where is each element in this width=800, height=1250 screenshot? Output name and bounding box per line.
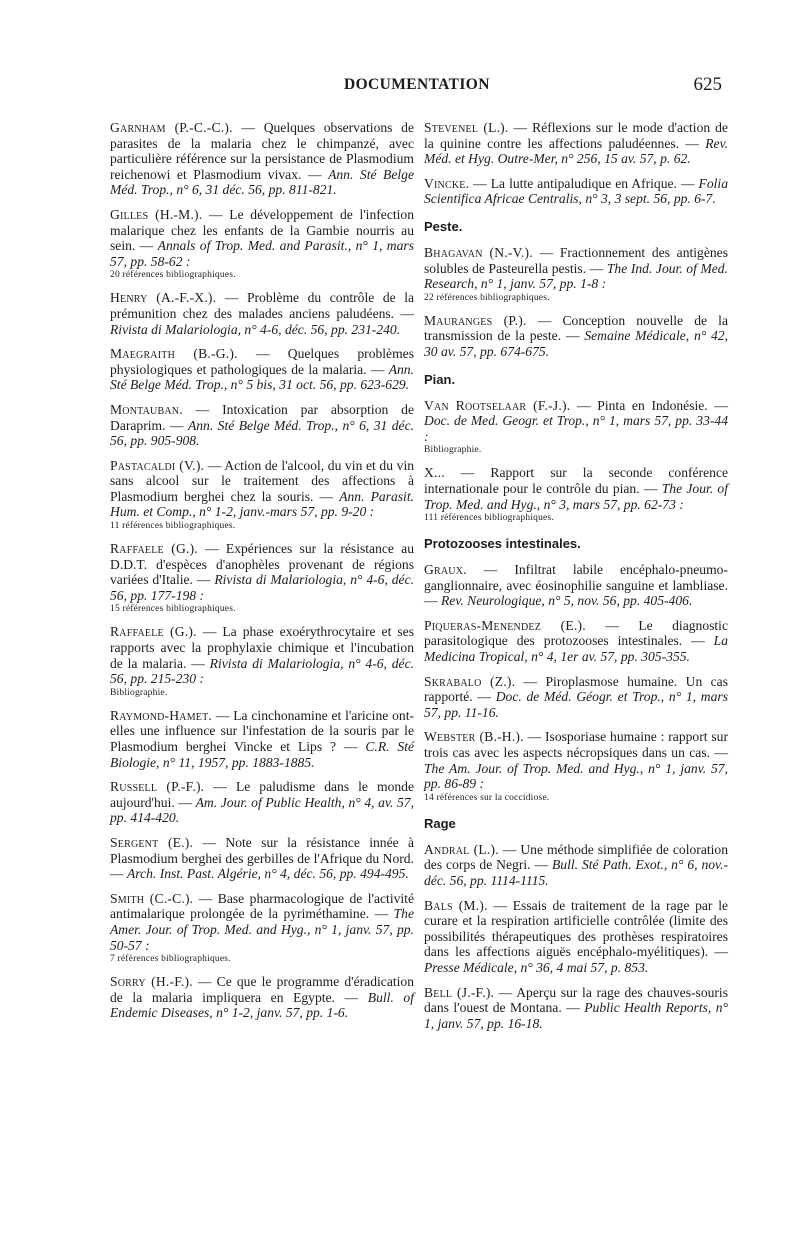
- entry-references-note: 11 références bibliographiques.: [110, 521, 236, 532]
- bibliography-entry: Mauranges (P.). — Conception nouvelle de la transmission de la peste. — Semaine Médicale, n° 42, 30 av. 57, pp. 674-675.: [424, 312, 728, 359]
- entry-references-note: Bibliographie.: [424, 445, 482, 456]
- entry-source: Public Health Reports, n° 1, janv. 57, pp. 16-18.: [424, 1000, 728, 1031]
- bibliography-entry: Raymond-Hamet. — La cinchonamine et l'aricine ont-elles une influence sur l'infestation de la souris par le Plasmodium berghei Vincke et Lips ? — C.R. Sté Biologie, n° 11, 1957, pp. 1883-1885.: [110, 707, 414, 770]
- entry-author: Sergent (E.).: [110, 834, 194, 850]
- bibliography-entry: Andral (L.). — Une méthode simplifiée de coloration des corps de Negri. — Bull. Sté Path. Exot., n° 6, nov.-déc. 56, pp. 1114-1115.: [424, 841, 729, 888]
- bibliography-entry: Raffaele (G.). — La phase exoérythrocytaire et ses rapports avec la prophylaxie chimique et l'incubation de la malaria. — Rivista di Malariologia, n° 4-6, déc. 56, pp. 215-230 : Bibliographie.: [110, 624, 414, 698]
- entry-source: Ann. Sté Belge Méd. Trop., n° 6, 31 déc. 56, pp. 905-908.: [110, 417, 415, 449]
- entry-author: Maegraith (B.-G.).: [110, 346, 238, 362]
- entry-author: Raffaele (G.).: [110, 541, 198, 557]
- entry-source: Arch. Inst. Past. Algérie, n° 4, déc. 56, pp. 494-495.: [127, 866, 409, 882]
- entry-source: La Medicina Tropical, n° 4, 1er av. 57, pp. 305-355.: [424, 633, 729, 665]
- entry-author: Mauranges (P.).: [424, 312, 527, 328]
- entry-author: Skrabalo (Z.).: [424, 673, 516, 689]
- entry-author: Bell (J.-F.).: [424, 984, 495, 1000]
- entry-references-note: 15 références bibliographiques.: [110, 604, 236, 615]
- bibliography-entry: Bals (M.). — Essais de traitement de la rage par le curare et la respiration artificielle contrôlée (limite des possibilités thérapeutiques des prothèses respiratoires dans les affections aiguës encéphalo-myélitiques). — Presse Médicale, n° 36, 4 mai 57, p. 853.: [424, 897, 729, 975]
- entry-author: Bhagavan (N.-V.).: [424, 244, 533, 260]
- bibliography-entry: Bell (J.-F.). — Aperçu sur la rage des chauves-souris dans l'ouest de Montana. — Public Health Reports, n° 1, janv. 57, pp. 16-18.: [424, 984, 729, 1031]
- entry-source: Rivista di Malariologia, n° 4-6, déc. 56, pp. 231-240.: [110, 321, 401, 337]
- entry-references-note: 111 références bibliographiques.: [424, 513, 554, 524]
- entry-author: Andral (L.).: [424, 841, 499, 857]
- entry-source: C.R. Sté Biologie, n° 11, 1957, pp. 1883-1885.: [110, 739, 414, 770]
- bibliography-entry: Garnham (P.-C.-C.). — Quelques observations de parasites de la malaria chez le chimpanzé, avec particulière référence sur la persistance de Plasmodium reichenowi et Plasmodium vivax. — Ann. Sté Belge Méd. Trop., n° 6, 31 déc. 56, pp. 811-821.: [110, 120, 414, 198]
- entry-source: The Jour. of Trop. Med. and Hyg., n° 3, mars 57, pp. 62-73 :: [424, 480, 729, 512]
- entry-title: Isosporiase humaine : rapport sur trois cas avec les aspects nécropsiques dans un cas.: [424, 729, 728, 761]
- bibliography-entry: Maegraith (B.-G.). — Quelques problèmes physiologiques et pathologiques de la malaria. — Ann. Sté Belge Méd. Trop., n° 5 bis, 31 oct. 56, pp. 623-629.: [110, 346, 414, 393]
- entry-source: Presse Médicale, n° 36, 4 mai 57, p. 853.: [424, 959, 649, 975]
- section-heading: Peste.: [424, 218, 463, 234]
- entry-title: Une méthode simplifiée de coloration des corps de Negri.: [424, 841, 729, 873]
- entry-source: Ann. Sté Belge Méd. Trop., n° 6, 31 déc. 56, pp. 811-821.: [110, 166, 414, 198]
- entry-author: Webster (B.-H.).: [424, 729, 524, 745]
- bibliography-entry: Piqueras-Menendez (E.). — Le diagnostic parasitologique des protozooses intestinales. — La Medicina Tropical, n° 4, 1er av. 57, pp. 305-355.: [424, 617, 729, 665]
- entry-source: The Amer. Jour. of Trop. Med. and Hyg., n° 1, janv. 57, pp. 50-57 :: [110, 906, 415, 953]
- running-head: [344, 76, 722, 98]
- entry-title: La lutte antipaludique en Afrique.: [490, 175, 677, 191]
- entry-title: Action de l'alcool, du vin et du vin sans alcool sur le traitement des affections à Plasmodium berghei chez la souris.: [110, 457, 415, 504]
- entry-source: Rivista di Malariologia, n° 4-6, déc. 56, pp. 177-198 :: [110, 572, 414, 603]
- entry-references-note: Bibliographie.: [110, 687, 168, 698]
- bibliography-entry: Henry (A.-F.-X.). — Problème du contrôle de la prémunition chez des malades anciens paludéens. — Rivista di Malariologia, n° 4-6, déc. 56, pp. 231-240.: [110, 290, 415, 337]
- entry-title: Expériences sur la résistance au D.D.T. d'espèces d'anophèles provenant de régions variées d'Italie.: [110, 541, 414, 588]
- entry-title: Base pharmacologique de l'activité antimalarique prolongée de la pyriméthamine.: [110, 890, 414, 922]
- bibliography-entry: Pastacaldi (V.). — Action de l'alcool, du vin et du vin sans alcool sur le traitement des affections à Plasmodium berghei chez la souris. — Ann. Parasit. Hum. et Comp., n° 1-2, janv.-mars 57, pp. 9-20 : 11 références bibliographiques.: [110, 457, 415, 532]
- entry-title: Conception nouvelle de la transmission de la peste.: [424, 312, 728, 344]
- bibliography-entry: Graux. — Infiltrat labile encéphalo-pneumo-ganglionnaire, avec éosinophilie sanguine et lambliase. — Rev. Neurologique, n° 5, nov. 56, pp. 405-406.: [424, 562, 728, 609]
- entry-source: Rivista di Malariologia, n° 4-6, déc. 56, pp. 215-230 :: [110, 655, 414, 687]
- section-heading: Rage: [424, 815, 456, 831]
- entry-title: Problème du contrôle de la prémunition chez des malades anciens paludéens.: [110, 290, 415, 321]
- bibliography-entry: Sergent (E.). — Note sur la résistance innée à Plasmodium berghei des gerbilles de l'Afrique du Nord. — Arch. Inst. Past. Algérie, n° 4, déc. 56, pp. 494-495.: [110, 834, 415, 882]
- entry-title: Note sur la résistance innée à Plasmodium berghei des gerbilles de l'Afrique du Nord.: [110, 834, 415, 866]
- bibliography-entry: Gilles (H.-M.). — Le développement de l'infection malarique chez les enfants de la Gambie nourris au sein. — Annals of Trop. Med. and Parasit., n° 1, mars 57, pp. 58-62 : 20 références bibliographiques.: [110, 206, 414, 281]
- entry-title: Rapport sur la seconde conférence internationale pour le contrôle du pian.: [424, 465, 728, 496]
- bibliography-entry: Smith (C.-C.). — Base pharmacologique de l'activité antimalarique prolongée de la pyriméthamine. — The Amer. Jour. of Trop. Med. and Hyg., n° 1, janv. 57, pp. 50-57 : 7 références bibliographiques.: [110, 890, 415, 965]
- entry-source: Annals of Trop. Med. and Parasit., n° 1, mars 57, pp. 58-62 :: [110, 238, 414, 269]
- left-column: [110, 120, 414, 1030]
- entry-title: Intoxication par absorption de Daraprim.: [110, 401, 414, 433]
- entry-title: Essais de traitement de la rage par le curare et la respiration artificielle contrôlée (limite des possibilités thérapeutiques des prothèses respiratoires dans les affections aiguës encéphalo-myélitiques).: [424, 897, 729, 960]
- entry-author: Piqueras-Menendez (E.).: [424, 617, 586, 633]
- entry-source: Am. Jour. of Public Health, n° 4, av. 57, pp. 414-420.: [110, 794, 414, 826]
- bibliography-entry: Montauban. — Intoxication par absorption de Daraprim. — Ann. Sté Belge Méd. Trop., n° 6, 31 déc. 56, pp. 905-908.: [110, 401, 415, 449]
- entry-title: La phase exoérythrocytaire et ses rapports avec la prophylaxie chimique et l'incubation de la malaria.: [110, 624, 414, 671]
- entry-author: Van Rootselaar (F.-J.).: [424, 397, 571, 413]
- running-title: DOCUMENTATION: [344, 76, 490, 93]
- entry-title: La cinchonamine et l'aricine ont-elles une influence sur l'infestation de la souris par le Plasmodium berghei Vincke et Lips ?: [110, 707, 414, 754]
- entry-author: Henry (A.-F.-X.).: [110, 290, 217, 306]
- entry-title: Quelques observations de parasites de la malaria chez le chimpanzé, avec particulière référence sur la persistance de Plasmodium reichenowi et Plasmodium vivax.: [110, 120, 414, 182]
- entry-author: Gilles (H.-M.).: [110, 206, 203, 222]
- entry-source: Doc. de Méd. Géogr. et Trop., n° 1, mars 57, pp. 11-16.: [424, 689, 728, 720]
- bibliography-entry: Webster (B.-H.). — Isosporiase humaine : rapport sur trois cas avec les aspects nécropsiques dans un cas. — The Am. Jour. of Trop. Med. and Hyg., n° 1, janv. 57, pp. 86-89 : 14 références sur la coccidiose.: [424, 729, 729, 803]
- entry-author: Bals (M.).: [424, 897, 488, 913]
- bibliography-entry: Russell (P.-F.). — Le paludisme dans le monde aujourd'hui. — Am. Jour. of Public Health, n° 4, av. 57, pp. 414-420.: [110, 779, 414, 826]
- bibliography-entry: Sorry (H.-F.). — Ce que le programme d'éradication de la malaria impliquera en Egypte. — Bull. of Endemic Diseases, n° 1-2, janv. 57, pp. 1-6.: [110, 974, 415, 1021]
- entry-references-note: 22 références bibliographiques.: [424, 292, 550, 303]
- section-heading: Pian.: [424, 371, 456, 387]
- entry-author: Montauban.: [110, 401, 183, 417]
- entry-title: Réflexions sur le mode d'action de la quinine contre les affections paludéennes.: [424, 120, 729, 151]
- entry-source: Folia Scientifica Africae Centralis, n° 3, 3 sept. 56, pp. 6-7.: [424, 175, 728, 207]
- bibliography-entry: Bhagavan (N.-V.). — Fractionnement des antigènes solubles de Pasteurella pestis. — The Ind. Jour. of Med. Research, n° 1, janv. 57, pp. 1-8 : 22 références bibliographiques.: [424, 244, 729, 303]
- entry-references-note: 7 références bibliographiques.: [110, 954, 231, 965]
- right-column: [424, 120, 728, 1040]
- entry-author: Vincke.: [424, 175, 470, 191]
- entry-author: Stevenel (L.).: [424, 120, 509, 135]
- entry-title: Quelques problèmes physiologiques et pathologiques de la malaria.: [110, 346, 414, 377]
- entry-references-note: 20 références bibliographiques.: [110, 270, 236, 281]
- entry-author: Raffaele (G.).: [110, 624, 197, 640]
- entry-title: Ce que le programme d'éradication de la malaria impliquera en Egypte.: [110, 974, 415, 1005]
- entry-source: Bull. of Endemic Diseases, n° 1-2, janv. 57, pp. 1-6.: [110, 989, 415, 1021]
- entry-source: Semaine Médicale, n° 42, 30 av. 57, pp. 674-675.: [424, 328, 728, 359]
- bibliography-entry: X... — Rapport sur la seconde conférence internationale pour le contrôle du pian. — The Jour. of Trop. Med. and Hyg., n° 3, mars 57, pp. 62-73 : 111 références bibliographiques.: [424, 465, 729, 524]
- entry-title: Fractionnement des antigènes solubles de Pasteurella pestis.: [424, 244, 729, 276]
- entry-source: Doc. de Med. Geogr. et Trop., n° 1, mars 57, pp. 33-44 :: [424, 413, 728, 444]
- entry-title: Aperçu sur la rage des chauves-souris dans l'ouest de Montana.: [424, 984, 729, 1016]
- entry-author: Pastacaldi (V.).: [110, 457, 205, 473]
- entry-source: Bull. Sté Path. Exot., n° 6, nov.-déc. 56, pp. 1114-1115.: [424, 857, 728, 888]
- entry-author: Sorry (H.-F.).: [110, 974, 193, 990]
- bibliography-entry: Van Rootselaar (F.-J.). — Pinta en Indonésie. — Doc. de Med. Geogr. et Trop., n° 1, mars 57, pp. 33-44 : Bibliographie.: [424, 397, 728, 456]
- entry-source: Ann. Sté Belge Méd. Trop., n° 5 bis, 31 oct. 56, pp. 623-629.: [110, 361, 414, 393]
- entry-source: Ann. Parasit. Hum. et Comp., n° 1-2, janv.-mars 57, pp. 9-20 :: [110, 488, 414, 520]
- bibliography-entry: Skrabalo (Z.). — Piroplasmose humaine. Un cas rapporté. — Doc. de Méd. Géogr. et Trop., n° 1, mars 57, pp. 11-16.: [424, 673, 728, 720]
- bibliography-entry: Raffaele (G.). — Expériences sur la résistance au D.D.T. d'espèces d'anophèles provenant de régions variées d'Italie. — Rivista di Malariologia, n° 4-6, déc. 56, pp. 177-198 : 15 références bibliographiques.: [110, 541, 414, 615]
- entry-source: Rev. Méd. et Hyg. Outre-Mer, n° 256, 15 av. 57, p. 62.: [424, 135, 729, 167]
- entry-author: Russell (P.-F.).: [110, 779, 205, 795]
- entry-author: Graux.: [424, 562, 467, 578]
- entry-source: The Am. Jour. of Trop. Med. and Hyg., n° 1, janv. 57, pp. 86-89 :: [424, 760, 728, 792]
- entry-title: Pinta en Indonésie.: [597, 397, 708, 413]
- entry-title: Infiltrat labile encéphalo-pneumo-ganglionnaire, avec éosinophilie sanguine et lambliase.: [424, 562, 728, 593]
- entry-author: Smith (C.-C.).: [110, 890, 194, 906]
- entry-references-note: 14 références sur la coccidiose.: [424, 792, 550, 803]
- section-heading: Protozooses intestinales.: [424, 536, 581, 552]
- bibliography-entry: Stevenel (L.). — Réflexions sur le mode d'action de la quinine contre les affections paludéennes. — Rev. Méd. et Hyg. Outre-Mer, n° 256, 15 av. 57, p. 62.: [424, 120, 729, 167]
- bibliography-entry: Vincke. — La lutte antipaludique en Afrique. — Folia Scientifica Africae Centralis, n° 3, 3 sept. 56, pp. 6-7.: [424, 175, 728, 207]
- entry-source: The Ind. Jour. of Med. Research, n° 1, janv. 57, pp. 1-8 :: [424, 260, 728, 292]
- entry-author: Garnham (P.-C.-C.).: [110, 120, 233, 135]
- entry-title: Piroplasmose humaine. Un cas rapporté.: [424, 673, 728, 705]
- entry-title: Le développement de l'infection malarique chez les enfants de la Gambie nourris au sein.: [110, 206, 414, 254]
- page-number: 625: [693, 74, 722, 95]
- entry-source: Rev. Neurologique, n° 5, nov. 56, pp. 405-406.: [441, 593, 693, 609]
- entry-title: Le paludisme dans le monde aujourd'hui.: [110, 779, 414, 810]
- entry-author: X...: [424, 465, 445, 481]
- entry-title: Le diagnostic parasitologique des protozooses intestinales.: [424, 617, 728, 649]
- entry-author: Raymond-Hamet.: [110, 707, 213, 723]
